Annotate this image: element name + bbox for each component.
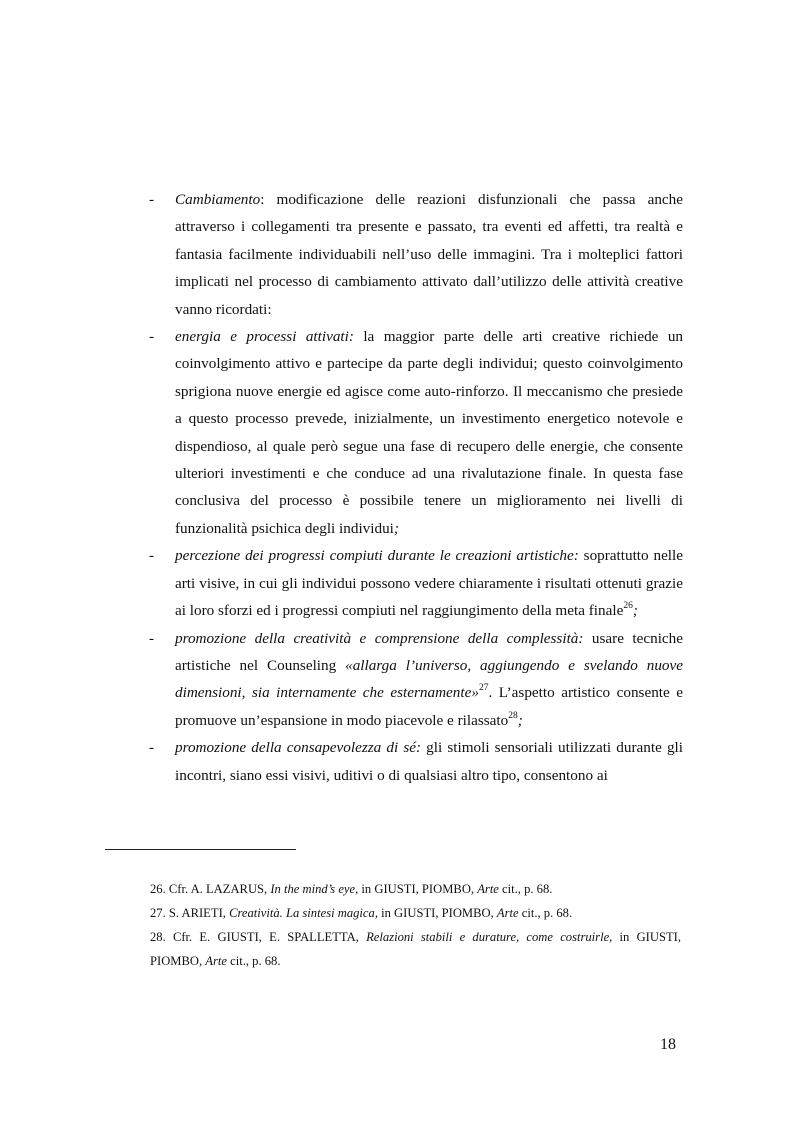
footnote-tail: cit., p. 68. — [518, 906, 573, 920]
footnote — [150, 925, 681, 973]
list-dash: - — [149, 328, 155, 346]
footnote-ref: 26 — [623, 601, 633, 612]
footnote-ref: 27 — [478, 683, 489, 694]
footnote-tail: cit., p. 68. — [498, 882, 553, 896]
footnote-title: Relazioni stabili e durature, come costruirle, — [366, 930, 613, 944]
footnote-title: Creatività. La sintesi magica, — [229, 906, 378, 920]
footnote — [150, 901, 681, 925]
bullet-list — [147, 186, 683, 789]
list-item — [147, 186, 683, 323]
footnote-work: Arte — [496, 906, 519, 920]
list-item-text — [175, 734, 683, 789]
list-item-end-mark: ; — [393, 519, 399, 537]
footnote-mid: in GIUSTI, PIOMBO, — [377, 906, 497, 920]
list-item-body: gli stimoli sensoriali utilizzati durante gli incontri, siano essi visivi, uditivi o di qualsiasi altro tipo, consentono ai — [175, 739, 683, 784]
list-item-end-mark: ; — [517, 711, 523, 729]
list-dash: - — [149, 547, 155, 565]
list-item-body: usare tecniche artistiche nel Counseling — [175, 629, 683, 674]
list-item-text — [175, 625, 683, 735]
footnote-lead: 26. Cfr. A. LAZARUS, — [150, 882, 271, 896]
list-item-text — [175, 323, 683, 542]
list-dash: - — [149, 191, 155, 208]
list-item-term: promozione della consapevolezza di sé: — [175, 739, 422, 757]
list-item-term: promozione della creatività e comprensione della complessità: — [175, 629, 584, 647]
list-item-term: energia e processi attivati: — [175, 328, 354, 346]
footnotes — [150, 877, 681, 973]
footnote-work: Arte — [205, 954, 227, 968]
list-item-body: soprattutto nelle arti visive, in cui gli individui possono vedere chiaramente i risultati ottenuti grazie ai loro sforzi ed i progressi compiuti nel raggiungimento della meta finale — [175, 547, 683, 620]
list-item-body: la maggior parte delle arti creative richiede un coinvolgimento attivo e partecipe da parte degli individui; questo coinvolgimento sprigiona nuove energie ed agisce come auto-rinforzo. Il meccanismo che presiede a questo processo prevede, inizialmente, un investimento energetico notevole e dispendioso, al quale però segue una fase di recupero delle energie, che consente ulteriori investimenti e che conduce ad una rivalutazione finale. In questa fase conclusiva del processo è possibile tenere un miglioramento nei livelli di funzionalità psichica degli individui — [175, 328, 684, 537]
footnote-work: Arte — [477, 882, 499, 896]
footnote-mid: in GIUSTI, PIOMBO, — [150, 930, 681, 968]
footnote — [150, 877, 681, 901]
list-dash: - — [149, 629, 155, 647]
footnote-lead: 27. S. ARIETI, — [150, 906, 230, 920]
list-item-term: percezione dei progressi compiuti durante le creazioni artistiche: — [175, 547, 579, 565]
footnote-ref: 28 — [508, 710, 518, 721]
footnote-separator — [105, 849, 296, 850]
footnote-tail: cit., p. 68. — [226, 954, 281, 968]
list-dash: - — [149, 739, 155, 757]
list-item-end-mark: ; — [632, 602, 638, 620]
footnote-title: In the mind’s eye, — [270, 882, 359, 896]
footnote-lead: 28. Cfr. E. GIUSTI, E. SPALLETTA, — [150, 930, 367, 944]
list-item-term: Cambiamento — [175, 191, 261, 208]
list-item-quote: «allarga l’universo, aggiungendo e svelando nuove dimensioni, sia internamente che esternamente» — [175, 656, 683, 702]
list-item — [147, 625, 683, 735]
list-item-body-continued: . L’aspetto artistico consente e promuove un’espansione in modo piacevole e rilassato — [175, 684, 683, 729]
page-number: 18 — [660, 1036, 676, 1053]
list-item — [147, 542, 683, 624]
footnote-mid: in GIUSTI, PIOMBO, — [358, 882, 478, 896]
list-item-text — [175, 542, 683, 624]
list-item-text — [175, 186, 683, 323]
list-item — [147, 734, 683, 789]
list-item — [147, 323, 683, 542]
list-item-body: : modificazione delle reazioni disfunzionali che passa anche attraverso i collegamenti tra presente e passato, tra eventi ed affetti, tra realtà e fantasia facilmente individuabili nell’uso delle immagini. Tra i molteplici fattori implicati nel processo di cambiamento attivato dall’utilizzo delle attività creative vanno ricordati: — [175, 191, 683, 318]
